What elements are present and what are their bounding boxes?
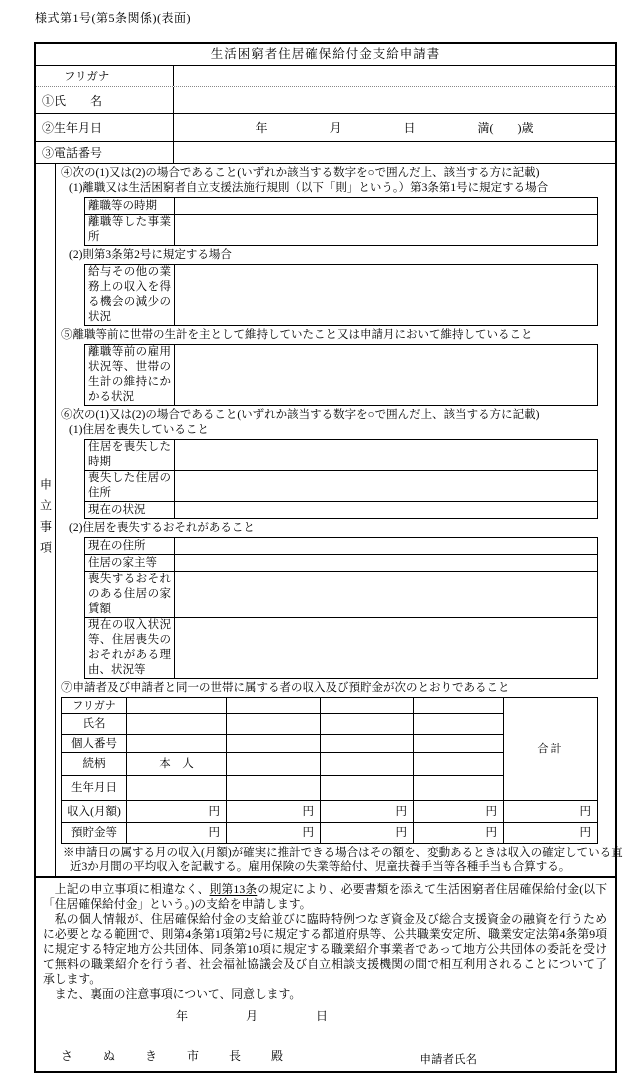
application-statement [43,882,607,912]
member-name-cell[interactable] [321,714,414,735]
table-row [62,823,598,844]
dob-age-unit: 満( )歳 [477,121,534,135]
current-income-status-input-cell[interactable] [175,618,598,679]
declaration-items-band [36,164,56,876]
monthly-income-cell[interactable]: 円 [321,801,414,823]
employment-status-input-cell[interactable] [175,345,598,406]
member-idnumber-cell[interactable] [321,735,414,753]
member-furigana-cell[interactable] [414,698,504,714]
dob-input-cell[interactable] [174,114,615,141]
dob-year-unit: 年 [255,121,268,135]
section4-heading: ④次の(1)又は(2)の場合であること(いずれか該当する数字を○で囲んだ上、該当する方に記載) [61,167,540,179]
lost-housing-address-input-cell[interactable] [175,471,598,502]
savings-cell[interactable]: 円 [321,823,414,844]
member-dob-label: 生年月日 [62,776,127,801]
monthly-income-label: 収入(月額) [62,801,127,823]
separation-table [84,197,598,246]
income-reduction-label: 給与その他の業務上の収入を得る機会の減少の状況 [85,265,175,326]
section4-sub1-heading: (1)離職又は生活困窮者自立支援法施行規則（以下「則」という。）第3条第1号に規定する場合 [69,182,549,194]
household-income-table [61,697,598,844]
section7-heading: ⑦申請者及び申請者と同一の世帯に属する者の収入及び預貯金が次のとおりであること [61,682,510,694]
member-furigana-cell[interactable] [127,698,227,714]
personal-info-consent-statement: 私の個人情報が、住居確保給付金の支給並びに臨時特例つなぎ資金及び総合支援資金の融資を行うために必要となる範囲で、則第4条第1項第2号に規定する都道府県等、公共職業安定所、職業安定法第4条第9項に規定する特定地方公共団体、同条第10項に規定する職業紹介事業者であって地方公共団体の委託を受けて無料の職業紹介を行う者、社会福祉協議会及び自立相談支援機関の間で相互利用されることについて了承します。 [43,912,607,986]
member-name-cell[interactable] [414,714,504,735]
member-idnumber-cell[interactable] [414,735,504,753]
monthly-income-cell[interactable]: 円 [414,801,504,823]
savings-total-cell[interactable]: 円 [504,823,598,844]
field-row [85,215,598,246]
phone-label: ③電話番号 [36,142,174,163]
declaration-items-section [36,164,623,878]
current-income-status-label: 現在の収入状況等、住居喪失のおそれがある理由、状況等 [85,618,175,679]
field-row [85,538,598,555]
field-row [85,471,598,502]
application-statement-post: の規定により、必要書類を添えて生活困窮者住居確保給付金(以下「住居確保給付金」という。)の支給を申請します。 [43,882,607,911]
separation-date-input-cell[interactable] [175,198,598,215]
section6-sub2-heading: (2)住居を喪失するおそれがあること [69,522,255,534]
furigana-label: フリガナ [36,66,174,86]
date-month-unit: 月 [246,1009,259,1023]
dob-month-unit: 月 [329,121,342,135]
member-idnumber-label: 個人番号 [62,735,127,753]
landlord-label: 住居の家主等 [85,555,175,572]
section5-heading: ⑤離職等前に世帯の生計を主として維持していたこと又は申請月において維持していること [61,329,533,341]
separation-employer-label: 離職等した事業所 [85,215,175,246]
total-column-label: 合計 [504,698,598,801]
member-dob-cell[interactable] [321,776,414,801]
furigana-row [36,66,615,87]
table-row [62,698,598,714]
member-idnumber-cell[interactable] [127,735,227,753]
income-note-line2: 近3か月間の平均収入を記載する。雇用保険の失業等給付、児童扶養手当等各種手当も合算する。 [70,861,571,873]
income-note [56,846,623,874]
current-address-input-cell[interactable] [175,538,598,555]
member-relationship-cell[interactable] [414,753,504,776]
savings-cell[interactable]: 円 [127,823,227,844]
field-row [85,440,598,471]
member-dob-cell[interactable] [414,776,504,801]
field-row [85,345,598,406]
member-relationship-cell[interactable] [321,753,414,776]
field-row [85,502,598,519]
savings-label: 預貯金等 [62,823,127,844]
addressee-mayor: さ ぬ き 市 長 殿 [61,1049,293,1063]
form-title: 生活困窮者住居確保給付金支給申請書 [36,44,615,66]
applicant-signature-label[interactable]: 申請者氏名 [419,1054,477,1066]
member-relationship-cell[interactable] [227,753,321,776]
application-form [34,42,623,1073]
housing-loss-date-label: 住居を喪失した時期 [85,440,175,471]
member-name-cell[interactable] [127,714,227,735]
income-reduction-input-cell[interactable] [175,265,598,326]
member-name-cell[interactable] [227,714,321,735]
date-day-unit: 日 [316,1009,329,1023]
member-relationship-label: 続柄 [62,753,127,776]
cited-rule-reference: 則第13条 [209,882,258,896]
phone-input-cell[interactable] [174,142,615,163]
application-statement-pre: 上記の申立事項に相違なく、 [54,882,210,896]
table-row [62,801,598,823]
livelihood-maintenance-table [84,344,598,406]
landlord-input-cell[interactable] [175,555,598,572]
field-row [85,555,598,572]
member-furigana-cell[interactable] [321,698,414,714]
separation-employer-input-cell[interactable] [175,215,598,246]
rent-amount-label: 喪失するおそれのある住居の家賃額 [85,572,175,618]
income-reduction-table [84,264,598,326]
reverse-side-consent-statement: また、裏面の注意事項について、同意します。 [54,987,302,1001]
member-furigana-label: フリガナ [62,698,127,714]
member-dob-cell[interactable] [227,776,321,801]
phone-row [36,142,615,164]
declaration-items-band-label: 申立事項 [38,478,53,562]
housing-loss-date-input-cell[interactable] [175,440,598,471]
name-input-cell[interactable] [174,87,615,113]
monthly-income-cell[interactable]: 円 [227,801,321,823]
field-row [85,198,598,215]
section4-sub2-heading: (2)則第3条第2号に規定する場合 [69,249,232,261]
field-row [85,265,598,326]
form-code: 様式第1号(第5条関係)(表面) [35,11,191,25]
current-address-label: 現在の住所 [85,538,175,555]
declaration-items-content [56,164,623,876]
relationship-self-value: 本 人 [127,753,227,776]
lost-housing-address-label: 喪失した住居の住所 [85,471,175,502]
application-date-line[interactable] [43,1007,607,1024]
housing-risk-table [84,537,598,679]
dob-day-unit: 日 [403,121,416,135]
monthly-income-cell[interactable]: 円 [127,801,227,823]
field-row [85,572,598,618]
savings-cell[interactable]: 円 [414,823,504,844]
field-row [85,618,598,679]
member-name-label: 氏名 [62,714,127,735]
separation-date-label: 離職等の時期 [85,198,175,215]
income-note-line1: ※申請日の属する月の収入(月額)が確実に推計できる場合はその額を、変動あるときは収入の確定している直 [63,847,623,859]
name-label: ①氏 名 [36,87,174,113]
dob-row [36,114,615,142]
furigana-input-cell[interactable] [174,66,615,86]
section6-heading: ⑥次の(1)又は(2)の場合であること(いずれか該当する数字を○で囲んだ上、該当する方に記載) [61,409,540,421]
dob-label: ②生年月日 [36,114,174,141]
name-row [36,87,615,114]
rent-amount-input-cell[interactable] [175,572,598,618]
date-year-unit: 年 [176,1009,189,1023]
current-situation-label: 現在の状況 [85,502,175,519]
member-idnumber-cell[interactable] [227,735,321,753]
housing-lost-table [84,439,598,519]
member-dob-cell[interactable] [127,776,227,801]
savings-cell[interactable]: 円 [227,823,321,844]
current-situation-input-cell[interactable] [175,502,598,519]
declaration-statement-section [36,878,615,1071]
dob-units [174,119,615,136]
section6-sub1-heading: (1)住居を喪失していること [69,424,209,436]
monthly-income-total-cell[interactable]: 円 [504,801,598,823]
member-furigana-cell[interactable] [227,698,321,714]
footer-line [43,1046,607,1064]
employment-status-label: 離職等前の雇用状況等、世帯の生計の維持にかかる状況 [85,345,175,406]
